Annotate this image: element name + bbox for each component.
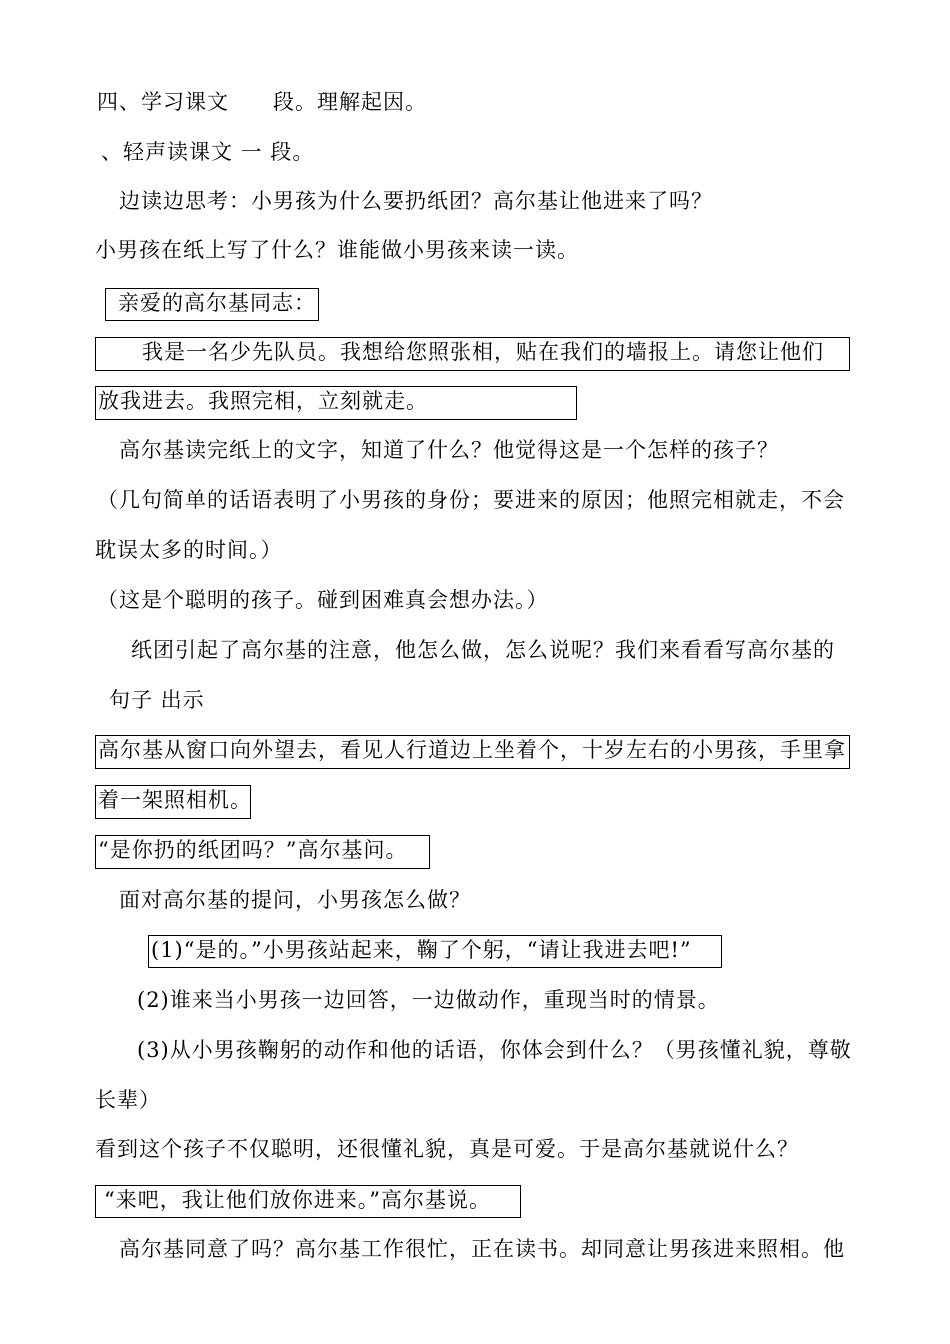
answer-paragraph: （几句简单的话语表明了小男孩的身份；要进来的原因；他照完相就走，不会 [97, 488, 845, 512]
instruction-read-aloud: 、轻声读课文 一 段。 [101, 140, 315, 164]
question-paragraph: (3)从小男孩鞠躬的动作和他的话语，你体会到什么？（男孩懂礼貌，尊敬 [137, 1038, 852, 1062]
question-paragraph: 面对高尔基的提问，小男孩怎么做？ [119, 888, 471, 912]
boxed-quote: “是你扔的纸团吗？”高尔基问。 [95, 835, 430, 869]
answer-paragraph: 长辈） [95, 1088, 161, 1112]
question-paragraph: (2)谁来当小男孩一边回答，一边做动作，重现当时的情景。 [137, 988, 720, 1012]
question-paragraph: 高尔基同意了吗？高尔基工作很忙，正在读书。却同意让男孩进来照相。他 [119, 1237, 845, 1261]
question-paragraph: 边读边思考：小男孩为什么要扔纸团？高尔基让他进来了吗？ [119, 189, 713, 213]
boxed-letter-body: 我是一名少先队员。我想给您照张相，贴在我们的墙报上。请您让他们 [95, 337, 850, 371]
question-paragraph: 纸团引起了高尔基的注意，他怎么做，怎么说呢？我们来看看写高尔基的 [131, 638, 835, 662]
section-heading: 四、学习课文 段。理解起因。 [97, 90, 427, 114]
question-paragraph: 高尔基读完纸上的文字，知道了什么？他觉得这是一个怎样的孩子？ [119, 438, 779, 462]
boxed-quote: 着一架照相机。 [95, 785, 251, 819]
boxed-quote: (1)“是的。”小男孩站起来，鞠了个躬，“请让我进去吧!” [148, 935, 722, 968]
boxed-quote: “来吧，我让他们放你进来。”高尔基说。 [95, 1185, 521, 1218]
boxed-letter-salutation: 亲爱的高尔基同志： [105, 288, 319, 321]
show-sentence-label: 句子 出示 [109, 688, 205, 712]
boxed-letter-body: 放我进去。我照完相，立刻就走。 [95, 386, 577, 420]
question-paragraph: 小男孩在纸上写了什么？谁能做小男孩来读一读。 [95, 238, 579, 262]
answer-paragraph: （这是个聪明的孩子。碰到困难真会想办法。） [97, 588, 549, 612]
answer-paragraph: 耽误太多的时间。） [95, 538, 283, 562]
question-paragraph: 看到这个孩子不仅聪明，还很懂礼貌，真是可爱。于是高尔基就说什么？ [95, 1137, 799, 1161]
boxed-quote: 高尔基从窗口向外望去，看见人行道边上坐着个，十岁左右的小男孩，手里拿 [95, 735, 850, 769]
